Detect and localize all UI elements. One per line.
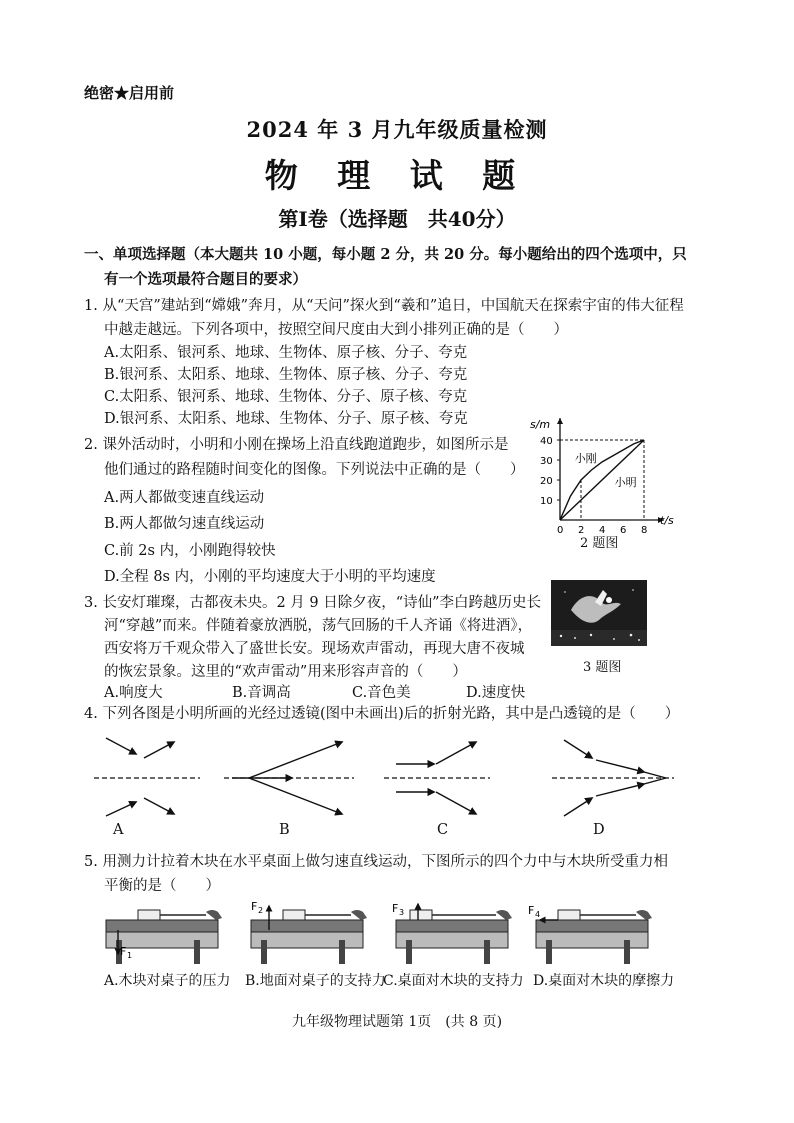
- q2-stem-line2: 他们通过的路程随时间变化的图像。下列说法中正确的是（ ）: [104, 462, 525, 478]
- q5-diagram-d: [528, 904, 652, 964]
- chart-x-tick-label: 0: [557, 525, 564, 536]
- q4-light-path-diagrams: [84, 728, 704, 828]
- exam-title: 2024 年 3 月九年级质量检测: [246, 117, 548, 142]
- q5-force-label-f1: F: [120, 945, 127, 958]
- chart-x-tick-label: 4: [599, 525, 606, 536]
- chart-y-tick-label: 20: [540, 476, 553, 487]
- chart-series-label: 小明: [614, 476, 637, 489]
- q5-force-sub-f4: 4: [535, 910, 541, 919]
- q4-label-c: C: [437, 822, 449, 838]
- q1-option-d: D.银河系、太阳系、地球、生物体、分子、原子核、夸克: [104, 411, 468, 427]
- q5-option-d: D.桌面对木块的摩擦力: [533, 973, 675, 989]
- q5-diagram-c: [392, 902, 512, 964]
- section-title: 第Ⅰ卷（选择题 共40分）: [278, 207, 516, 231]
- q4-diagram-d: [552, 740, 674, 816]
- q2-stem-line1: 2. 课外活动时，小明和小刚在操场上沿直线跑道跑步，如图所示是: [84, 437, 509, 453]
- q4-diagram-c: [384, 742, 490, 814]
- chart-y-axis-label: s/m: [530, 418, 551, 431]
- q5-force-label-f4: F: [528, 904, 535, 917]
- q4-diagram-b: [224, 742, 354, 814]
- q5-force-sub-f3: 3: [399, 908, 405, 917]
- q5-force-label-f3: F: [392, 902, 399, 915]
- q5-diagram-b: [251, 900, 367, 964]
- q4-label-b: B: [279, 822, 290, 838]
- q1-stem-line2: 中越走越远。下列各项中，按照空间尺度由大到小排列正确的是（ ）: [104, 322, 568, 338]
- page-footer: 九年级物理试题第 1页 (共 8 页): [291, 1014, 503, 1030]
- q3-stem-line4: 的恢宏景象。这里的“欢声雷动”用来形容声音的（ ）: [104, 664, 467, 680]
- q4-stem: 4. 下列各图是小明所画的光经过透镜(图中未画出)后的折射光路，其中是凸透镜的是（ ）: [84, 706, 680, 722]
- part1-heading-line1: 一、单项选择题（本大题共 10 小题，每小题 2 分，共 20 分。每小题给出的四个选项中，只: [84, 246, 687, 263]
- chart-series-label: 小刚: [574, 452, 597, 465]
- chart-y-tick-label: 40: [540, 436, 553, 447]
- q4-diagram-a: [94, 738, 200, 816]
- q1-option-a: A.太阳系、银河系、地球、生物体、原子核、分子、夸克: [104, 345, 468, 361]
- q5-stem-line2: 平衡的是（ ）: [104, 878, 220, 894]
- q5-force-label-f2: F: [251, 900, 258, 913]
- q5-option-c: C.桌面对木块的支持力: [383, 973, 524, 989]
- q3-stem-line2: 河“穿越”而来。伴随着豪放洒脱，荡气回肠的千人齐诵《将进酒》，: [104, 618, 533, 634]
- q5-stem-line1: 5. 用测力计拉着木块在水平桌面上做匀速直线运动，下图所示的四个力中与木块所受重力相: [84, 854, 668, 870]
- q2-distance-time-chart: [520, 405, 690, 545]
- q5-force-sub-f1: 1: [127, 951, 133, 960]
- q2-option-b: B.两人都做匀速直线运动: [104, 516, 265, 532]
- q3-stem-line1: 3. 长安灯璀璨，古都夜未央。2 月 9 日除夕夜，“诗仙”李白跨越历史长: [84, 595, 542, 611]
- q5-option-b: B.地面对桌子的支持力: [245, 973, 386, 989]
- q2-figure-caption: 2 题图: [580, 536, 619, 551]
- chart-x-tick-label: 2: [578, 525, 585, 536]
- q5-force-diagrams: [98, 900, 678, 968]
- q1-option-b: B.银河系、太阳系、地球、生物体、原子核、分子、夸克: [104, 367, 468, 383]
- q2-option-d: D.全程 8s 内，小刚的平均速度大于小明的平均速度: [104, 569, 436, 585]
- q3-night-performance-photo: [551, 580, 647, 646]
- q3-stem-line3: 西安将万千观众带入了盛世长安。现场欢声雷动，再现大唐不夜城: [104, 641, 525, 657]
- q3-option-a: A.响度大: [104, 685, 163, 701]
- q1-option-c: C.太阳系、银河系、地球、生物体、分子、原子核、夸克: [104, 389, 468, 405]
- chart-x-tick-label: 6: [620, 525, 627, 536]
- subject-title: 物 理 试 题: [264, 156, 530, 195]
- q3-option-d: D.速度快: [466, 685, 526, 701]
- q3-option-b: B.音调高: [232, 685, 291, 701]
- confidential-label: 绝密★启用前: [84, 84, 175, 102]
- part1-heading-line2: 有一个选项最符合题目的要求）: [104, 271, 307, 288]
- q2-option-c: C.前 2s 内，小刚跑得较快: [104, 543, 276, 559]
- chart-y-axis-arrow: [557, 418, 563, 424]
- q3-option-c: C.音色美: [352, 685, 411, 701]
- q4-label-d: D: [593, 822, 605, 838]
- q4-label-a: A: [113, 822, 124, 838]
- q5-option-a: A.木块对桌子的压力: [104, 973, 231, 989]
- q1-stem-line1: 1. 从“天宫”建站到“嫦娥”奔月，从“天问”探火到“羲和”追日，中国航天在探索宇宙的伟大征程: [84, 298, 684, 314]
- q2-option-a: A.两人都做变速直线运动: [104, 490, 265, 506]
- q5-diagram-a: [106, 910, 222, 964]
- q3-figure-caption: 3 题图: [583, 660, 622, 675]
- chart-y-tick-label: 10: [540, 496, 553, 507]
- q5-force-sub-f2: 2: [258, 906, 264, 915]
- chart-y-tick-label: 30: [540, 456, 553, 467]
- chart-x-tick-label: 8: [641, 525, 648, 536]
- chart-x-axis-label: t/s: [660, 514, 674, 527]
